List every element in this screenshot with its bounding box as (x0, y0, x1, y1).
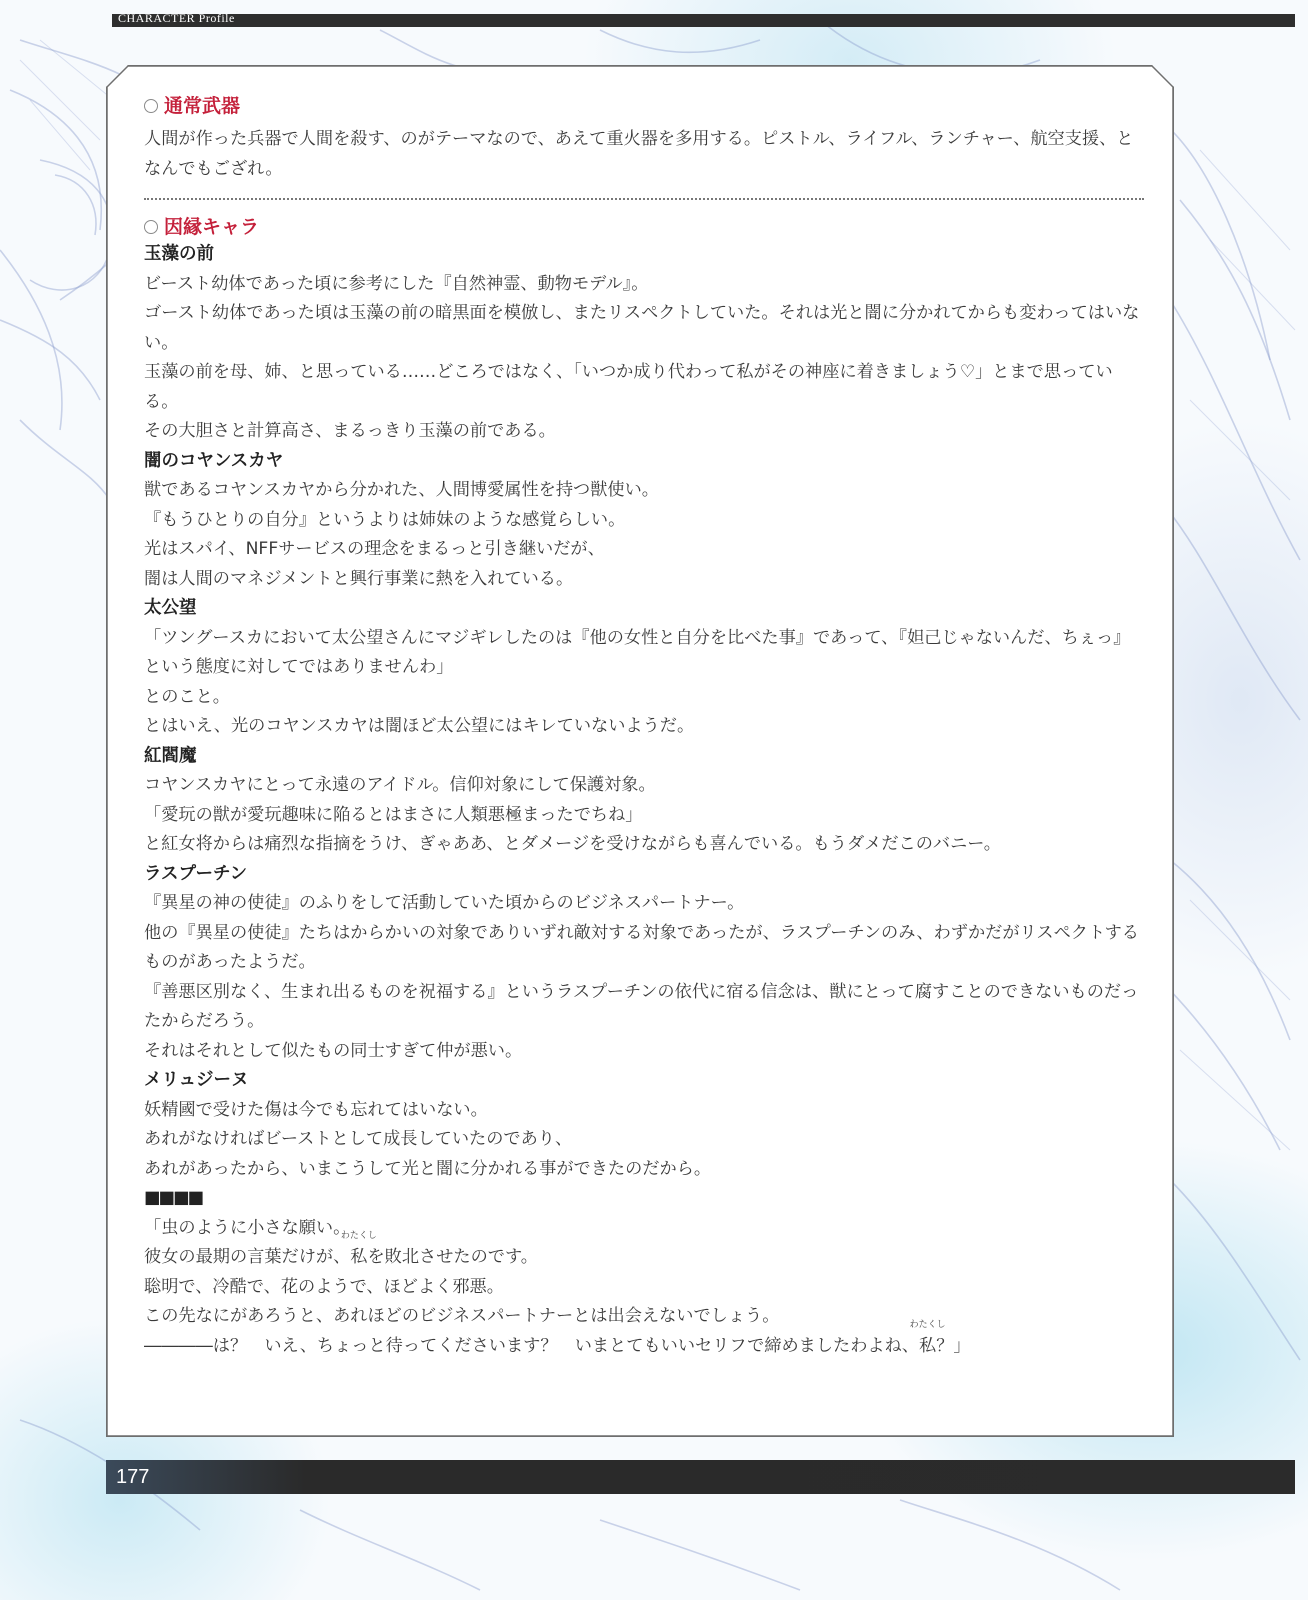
relation-line: あれがあったから、いまこうして光と闇に分かれる事ができたのだから。 (144, 1158, 712, 1179)
ruby-text: わたくし (909, 1319, 946, 1330)
relation-line: とのこと。 (144, 686, 230, 707)
relation-line: とはいえ、光のコヤンスカヤは闇ほど太公望にはキレていないようだ。 (144, 716, 695, 736)
relation-line: 「ツングースカにおいて太公望さんにマジギレしたのは『他の女性と自分を比べた事』であって、『妲己じゃないんだ、ちぇっ』という態度に対してではありませんわ」 (144, 627, 1131, 677)
relation-line: 『もうひとりの自分』というよりは姉妹のような感覚らしい。 (144, 509, 626, 530)
relation-name: 闇のコヤンスカヤ (144, 450, 284, 471)
relation-line: ゴースト幼体であった頃は玉藻の前の暗黒面を模倣し、またリスペクトしていた。それは光と闇に分かれてからも変わってはいない。 (144, 303, 1140, 353)
section-title-weapons: 通常武器 (144, 93, 1144, 119)
relation-line: それはそれとして似たもの同士すぎて仲が悪い。 (144, 1040, 523, 1061)
relation-line: その大胆さと計算高さ、まるっきり玉藻の前である。 (144, 421, 556, 441)
relation-line: 玉藻の前を母、姉、と思っている……どころではなく、「いつか成り代わって私がその神座に着きましょう♡」とまで思っている。 (144, 362, 1113, 412)
relation-line: 『善悪区別なく、生まれ出るものを祝福する』というラスプーチンの依代に宿る信念は、獣にとって腐すことのできないものだったからだろう。 (144, 981, 1139, 1031)
ruby-word: わたくし 私 (340, 1231, 377, 1267)
footer-bar (106, 1460, 1295, 1494)
header-label: CHARACTER Profile (118, 11, 235, 25)
page-number: 177 (116, 1466, 150, 1488)
relation-line: 妖精國で受けた傷は今でも忘れてはいない。 (144, 1099, 488, 1120)
relation-name: 紅閻魔 (144, 745, 197, 766)
redacted-line: この先なにがあろうと、あれほどのビジネスパートナーとは出会えないでしょう。 (144, 1306, 780, 1326)
relation-name: メリュジーヌ (144, 1070, 249, 1090)
header-bar (112, 11, 1295, 27)
redacted-line: ――――は？ いえ、ちょっと待ってくださいます？ いまとてもいいセリフで締めましたわよね、 わたくし 私？」 (144, 1332, 1144, 1362)
relation-line: と紅女将からは痛烈な指摘をうけ、ぎゃああ、とダメージを受けながらも喜んでいる。もうダメだこのバニー。 (144, 834, 1001, 854)
relation-line: ビースト幼体であった頃に参考にした『自然神霊、動物モデル』。 (144, 273, 649, 294)
relation-line: 光はスパイ、NFFサービスの理念をまるっと引き継いだが、 (144, 539, 605, 559)
relation-line: コヤンスカヤにとって永遠のアイドル。信仰対象にして保護対象。 (144, 775, 656, 795)
redacted-line: 「虫のように小さな願い。 (144, 1217, 351, 1238)
section-title-relations: 因縁キャラ (144, 214, 1144, 240)
redacted-name: ■■■■ (144, 1188, 203, 1208)
relation-line: 他の『異星の使徒』たちはからかいの対象でありいずれ敵対する対象であったが、ラスプーチンのみ、わずかだがリスペクトするものがあったようだ。 (144, 922, 1139, 972)
relation-line: 闇は人間のマネジメントと興行事業に熱を入れている。 (144, 568, 574, 589)
circle-bullet-icon (144, 220, 158, 234)
redacted-line: 彼女の最期の言葉だけが、 わたくし 私を敗北させたのです。 (144, 1243, 1144, 1273)
relation-line: あれがなければビーストとして成長していたのであり、 (144, 1129, 573, 1149)
circle-bullet-icon (144, 99, 158, 113)
relation-line: 獣であるコヤンスカヤから分かれた、人間博愛属性を持つ獣使い。 (144, 480, 659, 500)
relation-name: 玉藻の前 (144, 244, 214, 264)
dotted-divider (144, 198, 1144, 200)
main-content (144, 93, 1144, 1361)
relation-name: ラスプーチン (144, 863, 248, 884)
redacted-line: 聡明で、冷酷で、花のようで、ほどよく邪悪。 (144, 1276, 504, 1297)
relation-line: 『異星の神の使徒』のふりをして活動していた頃からのビジネスパートナー。 (144, 893, 745, 913)
ruby-text: わたくし (340, 1231, 377, 1241)
relation-name: 太公望 (144, 598, 197, 618)
ruby-word: わたくし 私 (909, 1319, 946, 1356)
relation-line: 「愛玩の獣が愛玩趣味に陥るとはまさに人類悪極まったでちね」 (144, 804, 643, 825)
weapons-text: 人間が作った兵器で人間を殺す、のがテーマなので、あえて重火器を多用する。ピストル、ライフル、ランチャー、航空支援、となんでもござれ。 (144, 129, 1134, 179)
